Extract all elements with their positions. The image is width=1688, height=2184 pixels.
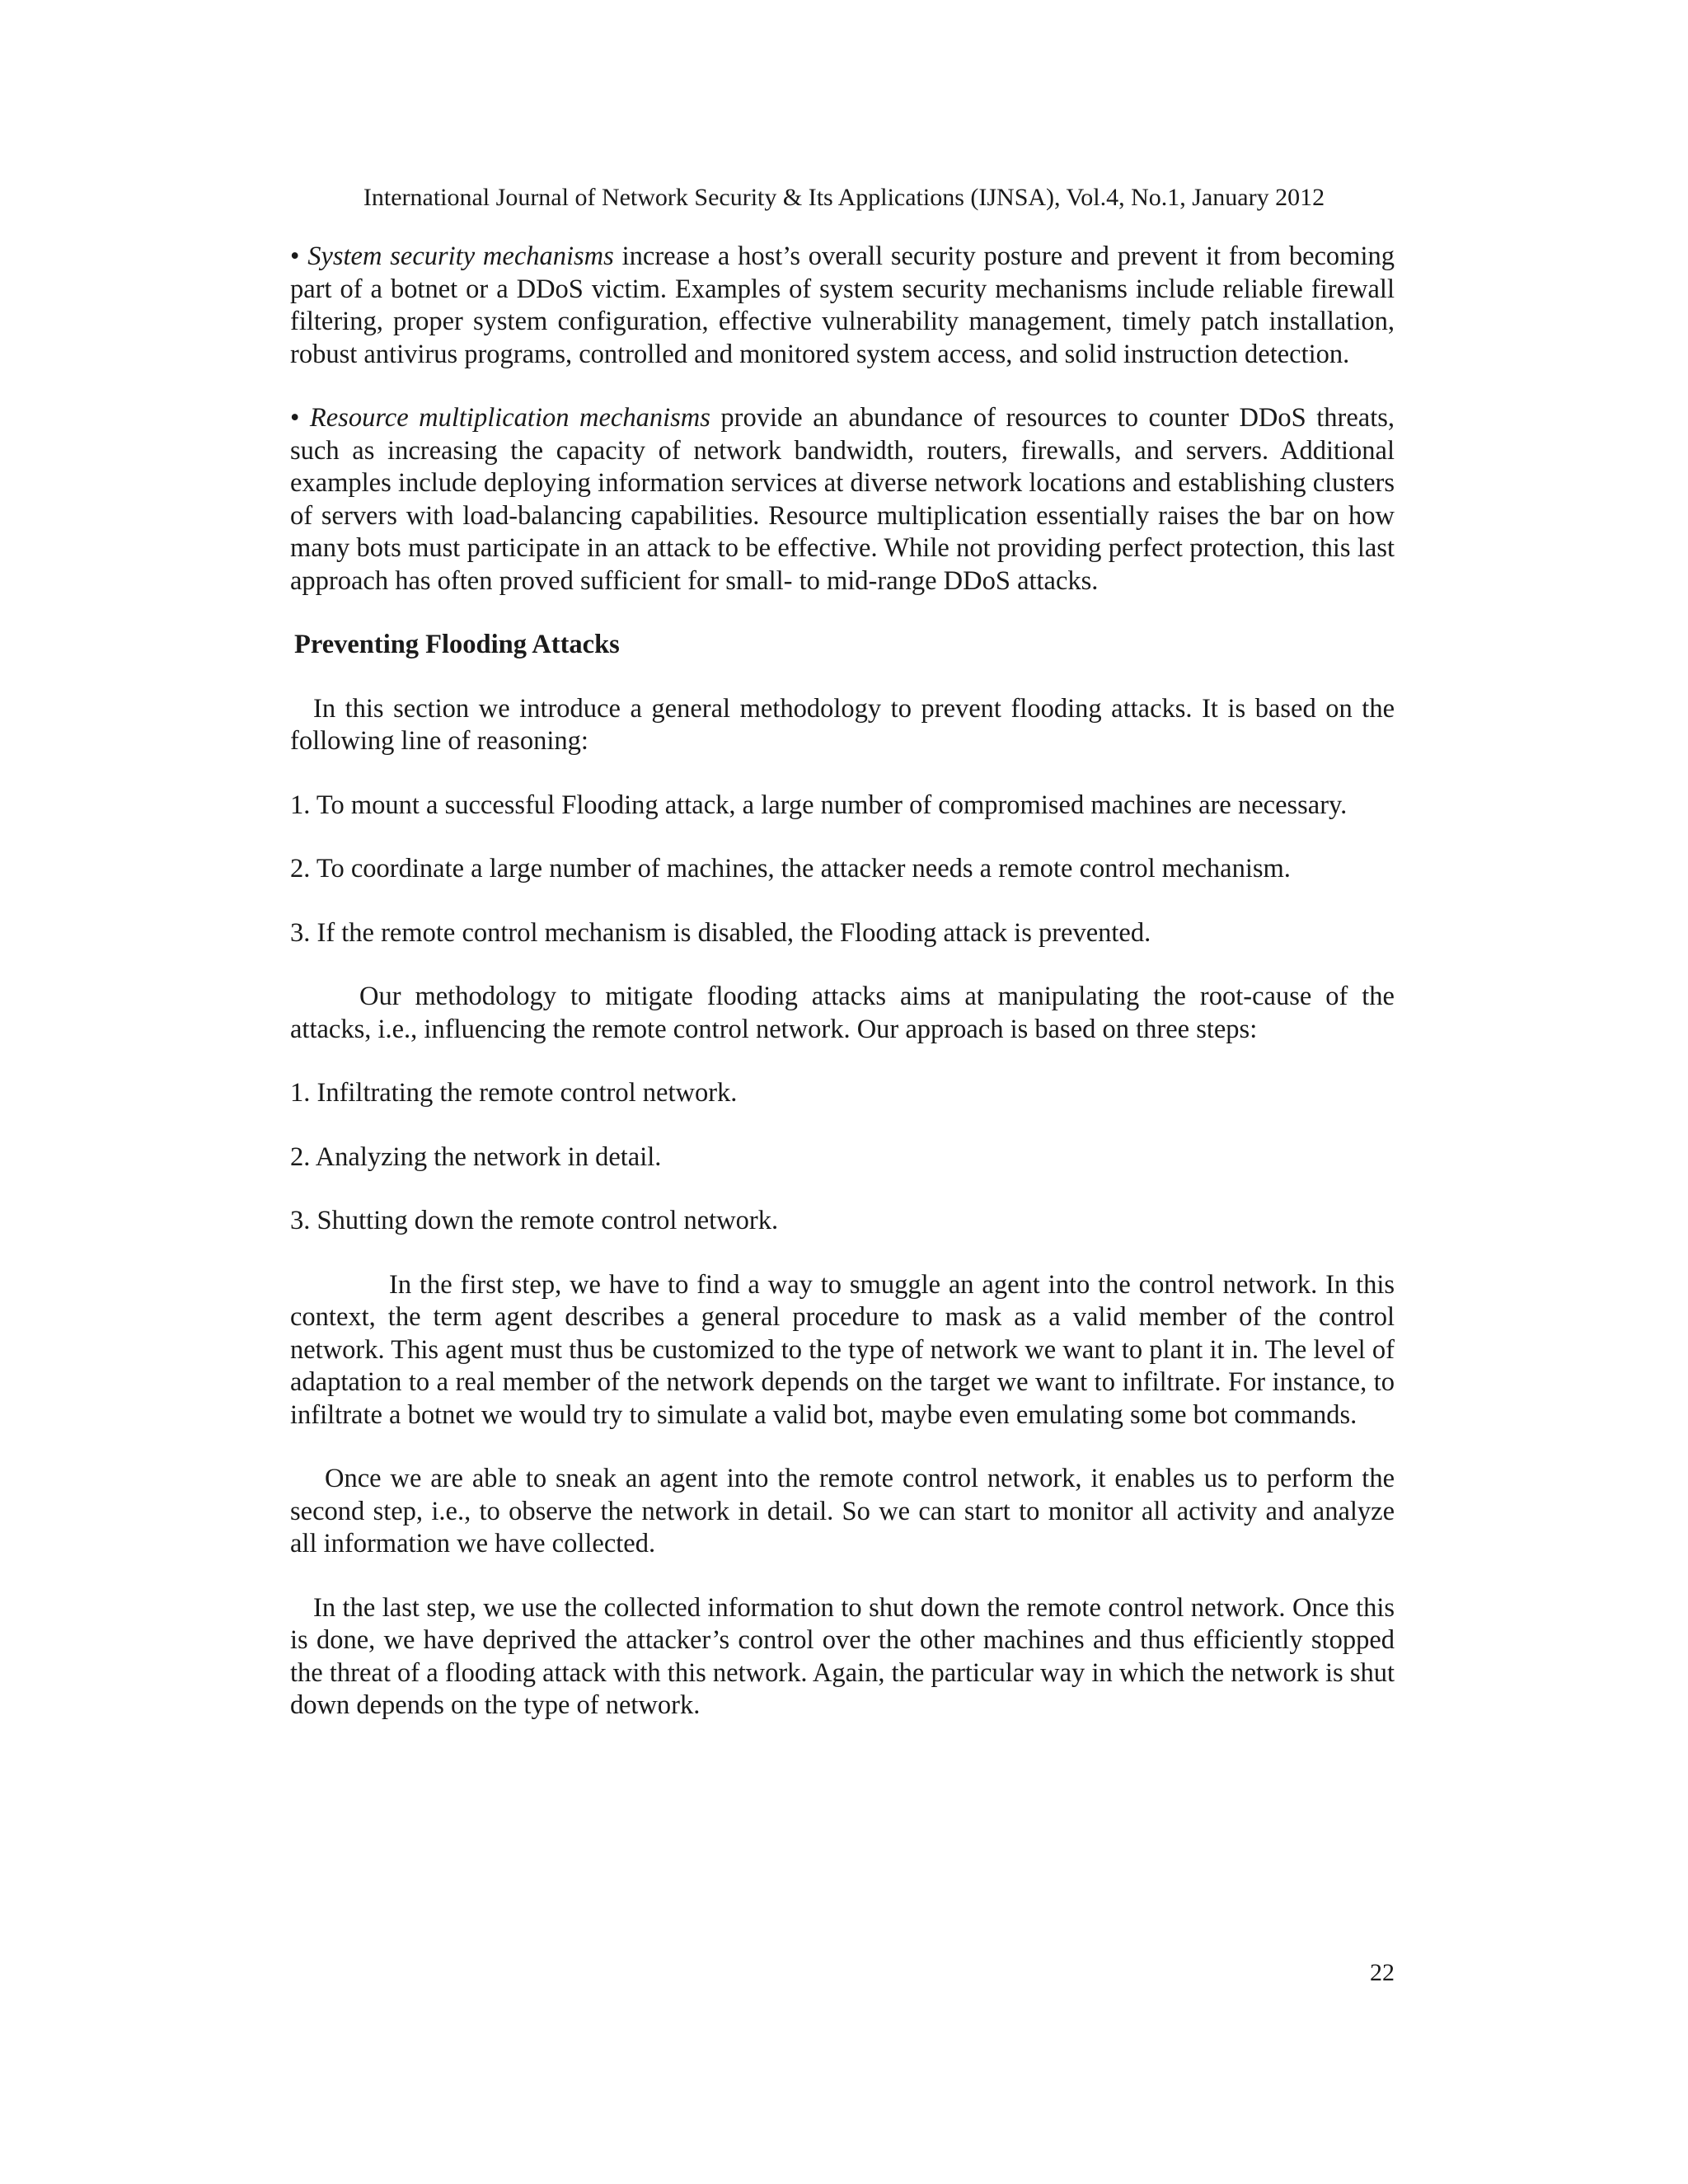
step2-paragraph: Once we are able to sneak an agent into the remote control network, it enables us to perform the second step, i.e., to observe the network in detail. So we can start to monitor all activity and analyze all information we have collected. xyxy=(290,1464,1395,1558)
bullet-marker: • xyxy=(290,403,310,433)
bullet-term: System security mechanisms xyxy=(307,241,614,271)
step-item-1: 1. Infiltrating the remote control network. xyxy=(290,1078,738,1108)
reasoning-item-1: 1. To mount a successful Flooding attack, a large number of compromised machines are necessary. xyxy=(290,790,1348,820)
body-text xyxy=(290,241,1395,1754)
bullet-text: increase a host’s overall security posture and prevent it from becoming part of a botnet or a DDoS victim. Examples of system security mechanisms include reliable firewall filtering, proper system configuration, effective vulnerability management, timely patch installation, robust antivirus programs, controlled and monitored system access, and solid instruction detection. xyxy=(290,241,1395,369)
section-intro: In this section we introduce a general methodology to prevent flooding attacks. It is based on the following line of reasoning: xyxy=(290,693,1395,756)
step-item-3: 3. Shutting down the remote control network. xyxy=(290,1206,779,1235)
section-heading: Preventing Flooding Attacks xyxy=(294,630,620,659)
page-number: 22 xyxy=(1370,1959,1395,1986)
bullet-system-security xyxy=(290,241,1395,371)
running-header: International Journal of Network Security & Its Applications (IJNSA), Vol.4, No.1, January 2012 xyxy=(363,184,1325,211)
bullet-marker: • xyxy=(290,241,308,271)
step-item-2: 2. Analyzing the network in detail. xyxy=(290,1141,662,1172)
bullet-resource-multiplication xyxy=(290,402,1395,598)
step3-paragraph: In the last step, we use the collected information to shut down the remote control network. Once this is done, we have deprived the attacker’s control over the other machines and thus efficiently stopped the threat of a flooding attack with this network. Again, the particular way in which the network is shut down depends on the type of network. xyxy=(290,1592,1395,1720)
reasoning-item-2: 2. To coordinate a large number of machines, the attacker needs a remote control mechanism. xyxy=(290,854,1291,883)
bullet-term: Resource multiplication mechanisms xyxy=(309,403,710,433)
step1-paragraph: In the first step, we have to find a way to smuggle an agent into the control network. In this context, the term agent describes a general procedure to mask as a valid member of the control network. This agent must thus be customized to the type of network we want to plant it in. The level of adaptation to a real member of the network depends on the target we want to infiltrate. For instance, to infiltrate a botnet we would try to simulate a valid bot, maybe even emulating some bot commands. xyxy=(290,1269,1395,1430)
bullet-text: provide an abundance of resources to counter DDoS threats, such as increasing the capacity of network bandwidth, routers, firewalls, and servers. Additional examples include deploying information services at diverse network locations and establishing clusters of servers with load-balancing capabilities. Resource multiplication essentially raises the bar on how many bots must participate in an attack to be effective. While not providing perfect protection, this last approach has often proved sufficient for small- to mid-range DDoS attacks. xyxy=(290,403,1395,596)
reasoning-item-3: 3. If the remote control mechanism is disabled, the Flooding attack is prevented. xyxy=(290,917,1151,948)
methodology-paragraph: Our methodology to mitigate flooding attacks aims at manipulating the root-cause of the attacks, i.e., influencing the remote control network. Our approach is based on three steps: xyxy=(290,982,1395,1044)
